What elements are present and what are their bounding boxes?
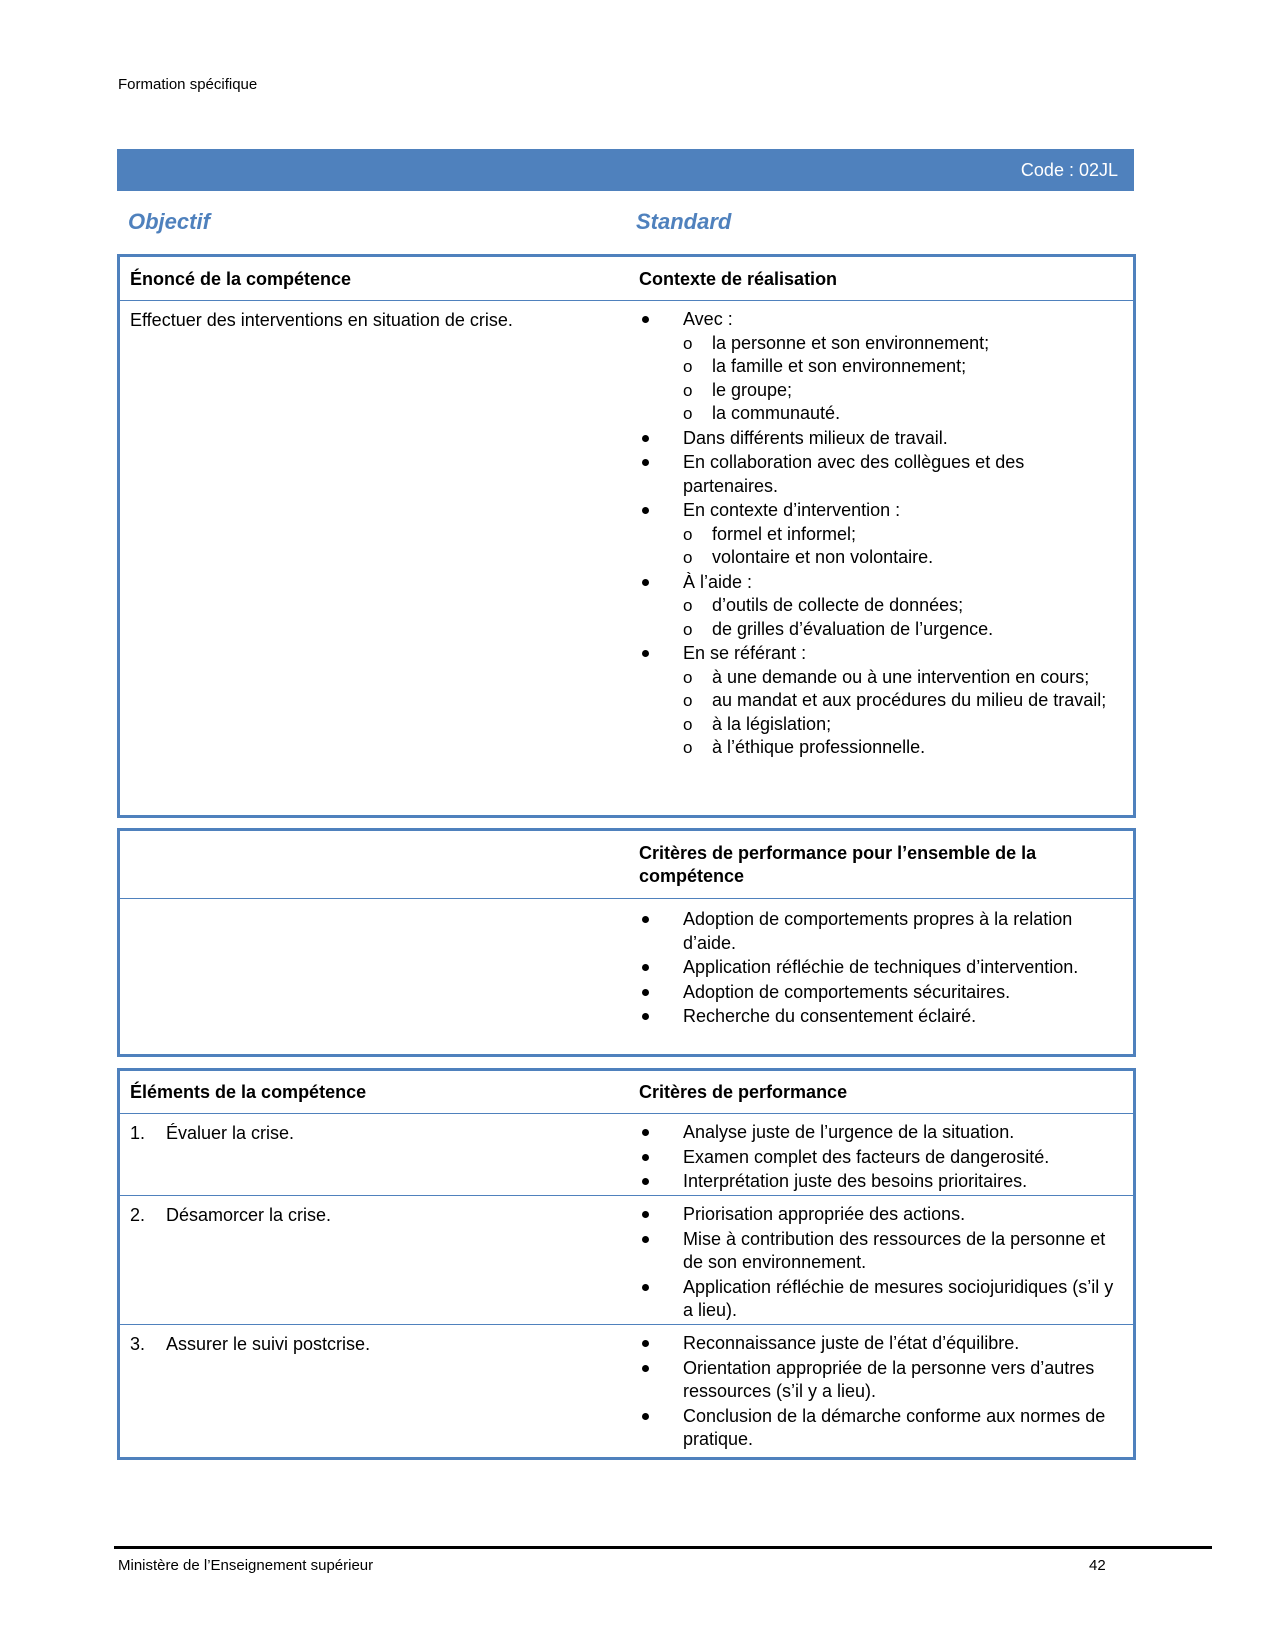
objectif-title: Objectif: [128, 209, 210, 234]
contexte-item: [639, 427, 1119, 451]
footer-ministry: Ministère de l’Enseignement supérieur: [118, 1557, 374, 1574]
contexte-subitem: o à une demande ou à une intervention en cours;: [683, 666, 1119, 690]
criteres-ensemble-list: [639, 908, 1119, 1030]
element-row-1: [130, 1123, 294, 1144]
elements-criteres-table: [117, 1068, 1136, 1460]
element-label: Désamorcer la crise.: [166, 1205, 332, 1225]
critere-item: Application réfléchie de mesures sociojuridiques (s’il y a lieu).: [639, 1276, 1119, 1323]
header-divider: [120, 300, 1133, 301]
contexte-subitem: o au mandat et aux procédures du milieu de travail;: [683, 689, 1119, 713]
competence-statement: Effectuer des interventions en situation de crise.: [130, 310, 513, 330]
critere-item: Orientation appropriée de la personne vers d’autres ressources (s’il y a lieu).: [639, 1357, 1119, 1404]
critere-item: Priorisation appropriée des actions.: [639, 1203, 1119, 1227]
footer-rule: [114, 1546, 1212, 1549]
criteres-ensemble-header: Critères de performance pour l’ensemble de la compétence: [639, 843, 1037, 886]
row-divider: [120, 1324, 1133, 1325]
contexte-item-text: À l’aide :: [683, 571, 753, 592]
contexte-item: [639, 642, 1119, 760]
criteres-header: Critères de performance: [639, 1082, 848, 1102]
contexte-subitem: o le groupe;: [683, 379, 1119, 403]
contexte-item: [639, 499, 1119, 570]
critere-ensemble-item: Recherche du consentement éclairé.: [639, 1005, 1119, 1029]
criteres-ensemble-table: [117, 828, 1136, 1057]
contexte-item-text: En se référant :: [683, 643, 807, 663]
criteres-row-2: [639, 1203, 1119, 1324]
contexte-item: [639, 308, 1119, 426]
contexte-item-text: Avec :: [683, 309, 733, 329]
contexte-subitem: o à l’éthique professionnelle.: [683, 736, 1119, 760]
enonce-contexte-table: [117, 254, 1136, 818]
critere-item: Interprétation juste des besoins prioritaires.: [639, 1170, 1119, 1194]
contexte-item-text: Dans différents milieux de travail.: [683, 427, 948, 448]
code-bar: [117, 149, 1134, 191]
critere-item: Conclusion de la démarche conforme aux normes de pratique.: [639, 1405, 1119, 1452]
standard-title: Standard: [636, 209, 732, 234]
row-divider: [120, 1195, 1133, 1196]
contexte-subitem: o la personne et son environnement;: [683, 332, 1119, 356]
element-number: 2.: [130, 1205, 146, 1225]
critere-item: Mise à contribution des ressources de la personne et de son environnement.: [639, 1228, 1119, 1275]
contexte-item-text: En collaboration avec des collègues et des partenaires.: [683, 452, 1025, 496]
page-number: 42: [1089, 1557, 1106, 1574]
competence-code: Code : 02JL: [1020, 160, 1118, 180]
contexte-item-text: En contexte d’intervention :: [683, 500, 901, 520]
elements-header: Éléments de la compétence: [130, 1082, 367, 1102]
contexte-list: [639, 308, 1119, 761]
critere-item: Analyse juste de l’urgence de la situation.: [639, 1121, 1119, 1145]
contexte-subitem: o formel et informel;: [683, 523, 1119, 547]
contexte-subitem: o d’outils de collecte de données;: [683, 594, 1119, 618]
element-row-2: [130, 1205, 331, 1226]
element-label: Évaluer la crise.: [166, 1123, 295, 1143]
contexte-item: [639, 571, 1119, 642]
critere-ensemble-item: Adoption de comportements sécuritaires.: [639, 981, 1119, 1005]
contexte-subitem: o à la législation;: [683, 713, 1119, 737]
element-label: Assurer le suivi postcrise.: [166, 1334, 371, 1354]
contexte-subitem: o la famille et son environnement;: [683, 355, 1119, 379]
criteres-row-3: [639, 1332, 1119, 1453]
contexte-subitem: o la communauté.: [683, 402, 1119, 426]
element-row-3: [130, 1334, 370, 1355]
critere-ensemble-item: Application réfléchie de techniques d’intervention.: [639, 956, 1119, 980]
critere-item: Reconnaissance juste de l’état d’équilibre.: [639, 1332, 1119, 1356]
enonce-header: Énoncé de la compétence: [130, 269, 352, 289]
contexte-item: [639, 451, 1119, 498]
running-head: Formation spécifique: [118, 76, 258, 93]
contexte-subitem: o de grilles d’évaluation de l’urgence.: [683, 618, 1119, 642]
header-divider: [120, 1113, 1133, 1114]
critere-item: Examen complet des facteurs de dangerosité.: [639, 1146, 1119, 1170]
element-number: 1.: [130, 1123, 146, 1143]
contexte-subitem: o volontaire et non volontaire.: [683, 546, 1119, 570]
element-number: 3.: [130, 1334, 146, 1354]
header-divider: [120, 898, 1133, 899]
critere-ensemble-item: Adoption de comportements propres à la relation d’aide.: [639, 908, 1119, 955]
criteres-row-1: [639, 1121, 1119, 1195]
contexte-header: Contexte de réalisation: [639, 269, 838, 289]
